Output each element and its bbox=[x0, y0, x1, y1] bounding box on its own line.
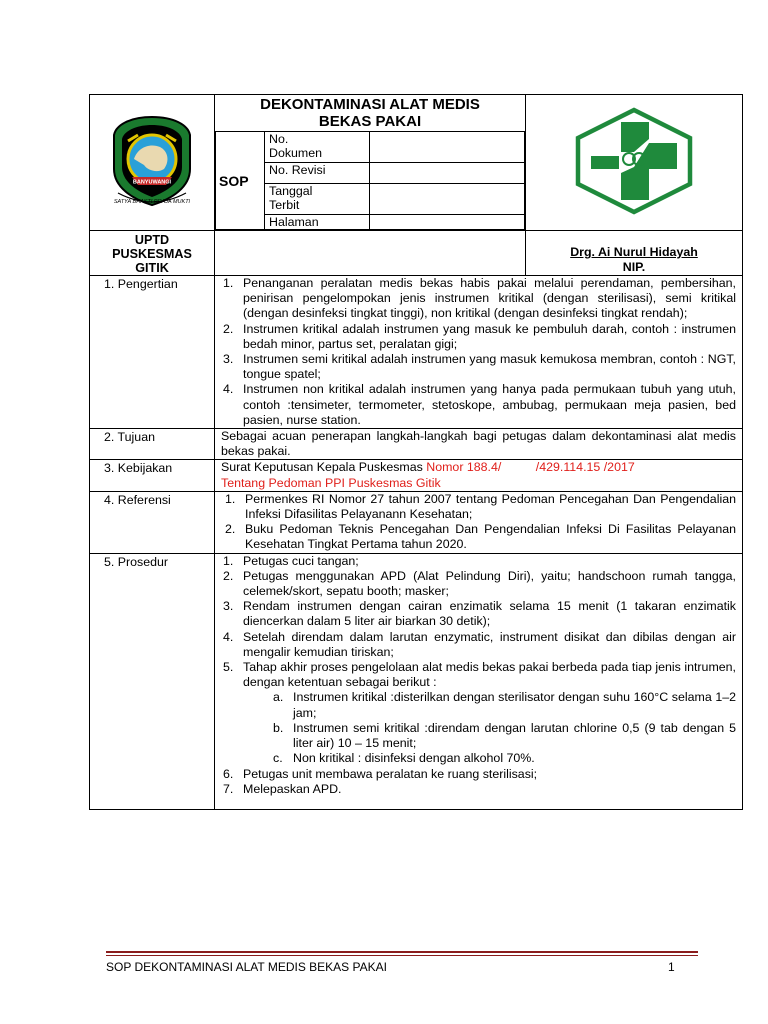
prosedur-item bbox=[221, 554, 736, 569]
list-item-text: Instrumen kritikal adalah instrumen yang masuk ke pembuluh darah, contoh : instrumen bedah minor, partus set, peralatan gigi; bbox=[243, 321, 736, 351]
referensi-item bbox=[223, 522, 736, 552]
pengertian-item bbox=[221, 322, 736, 352]
list-item-number: 1. bbox=[225, 491, 236, 506]
footer-rule bbox=[106, 951, 698, 953]
title-line-1: DEKONTAMINASI ALAT MEDIS bbox=[260, 96, 480, 113]
list-item-text: Melepaskan APD. bbox=[243, 781, 342, 796]
no-revisi-label: No. Revisi bbox=[265, 163, 370, 184]
list-item-number: 2. bbox=[223, 321, 234, 336]
prosedur-item bbox=[221, 767, 736, 782]
prosedur-item bbox=[221, 660, 736, 690]
empty-middle-cell bbox=[215, 231, 526, 276]
kebijakan-text: Surat Keputusan Kepala Puskesmas bbox=[221, 460, 427, 475]
prosedur-item bbox=[221, 569, 736, 599]
list-item-number: 5. bbox=[223, 660, 234, 675]
list-item-number: c. bbox=[273, 751, 283, 766]
organization-name: UPTD PUSKESMAS GITIK bbox=[90, 231, 215, 276]
list-item-text: Permenkes RI Nomor 27 tahun 2007 tentang Pedoman Pencegahan Dan Pengendalian Infeksi Difasilitas Pelayanann Kesehatan; bbox=[245, 491, 736, 522]
list-item-text: Penanganan peralatan medis bekas habis pakai melalui perendaman, pembersihan, penirisan pengelompokan jenis instrumen kritikal (dengan sterilisasi), semi kritikal (dengan desinfeksi tingkat tinggi), non kritikal (dengan desinfeksi tingkat rendah); bbox=[243, 276, 736, 321]
prosedur-item bbox=[221, 782, 736, 797]
list-item-number: 3. bbox=[223, 352, 234, 367]
list-item-number: a. bbox=[273, 690, 284, 705]
prosedur-subitem bbox=[221, 690, 736, 720]
puskesmas-logo-icon bbox=[571, 107, 697, 215]
list-item-text: Buku Pedoman Teknis Pencegahan Dan Pengendalian Infeksi Di Fasilitas Pelayanan Kesehatan Tingkat Pertama tahun 2020. bbox=[245, 522, 736, 552]
list-item-number: 6. bbox=[223, 766, 234, 781]
list-item-number: 2. bbox=[223, 568, 234, 583]
list-item-number: 7. bbox=[223, 781, 234, 796]
pengertian-list bbox=[221, 276, 736, 428]
section-label-tujuan: 2. Tujuan bbox=[90, 429, 215, 460]
list-item-number: b. bbox=[273, 720, 284, 735]
svg-text:SATYA BHAKTI PRAJA MUKTI: SATYA BHAKTI PRAJA MUKTI bbox=[113, 199, 191, 205]
list-item-number: 1. bbox=[223, 553, 234, 568]
section-label-kebijakan: 3. Kebijakan bbox=[90, 460, 215, 491]
list-item-text: Petugas cuci tangan; bbox=[243, 553, 359, 568]
section-label-prosedur: 5. Prosedur bbox=[90, 553, 215, 809]
section-content-prosedur bbox=[215, 553, 743, 809]
list-item-number: 4. bbox=[223, 629, 234, 644]
title-line-2: BEKAS PAKAI bbox=[318, 113, 422, 130]
sop-label: SOP bbox=[216, 132, 265, 230]
prosedur-item bbox=[221, 630, 736, 660]
section-content-pengertian bbox=[215, 276, 743, 429]
halaman-label: Halaman bbox=[265, 215, 370, 230]
referensi-item bbox=[223, 492, 736, 522]
prosedur-subitem bbox=[221, 751, 736, 766]
kebijakan-nomor: Nomor 188.4/ /429.114.15 /2017 bbox=[426, 460, 635, 475]
section-content-referensi bbox=[215, 491, 743, 553]
kebijakan-tentang: Tentang Pedoman PPI Puskesmas Gitik bbox=[221, 475, 441, 490]
puskesmas-logo-cell bbox=[526, 95, 743, 231]
pengertian-item bbox=[221, 352, 736, 382]
pengertian-item bbox=[221, 276, 736, 322]
prosedur-list-after bbox=[221, 767, 736, 797]
prosedur-list bbox=[221, 554, 736, 691]
list-item-text: Rendam instrumen dengan cairan enzimatik selama 15 menit (1 takaran enzimatik diencerkan dalam 5 liter air biarkan 30 detik); bbox=[243, 599, 736, 629]
section-label-referensi: 4. Referensi bbox=[90, 491, 215, 553]
footer-rule-thin bbox=[106, 955, 698, 956]
svg-text:BANYUWANGI: BANYUWANGI bbox=[132, 179, 172, 186]
tanggal-terbit-label: Tanggal Terbit bbox=[265, 184, 370, 215]
list-item-text: Tahap akhir proses pengelolaan alat medis bekas pakai berbeda pada tiap jenis intrumen, dengan ketentuan sebagai berikut : bbox=[243, 660, 736, 690]
list-item-number: 4. bbox=[223, 382, 234, 397]
list-item-number: 1. bbox=[223, 276, 234, 290]
no-revisi-value bbox=[370, 163, 525, 184]
list-item-text: Instrumen non kritikal adalah instrumen yang hanya pada permukaan tubuh yang utuh, contoh :tensimeter, termometer, stetoskope, ambubag, permukaan meja pasien, bed pasien, nurse station. bbox=[243, 382, 736, 427]
list-item-text: Instrumen semi kritikal adalah instrumen yang masuk kemukosa membran, contoh : NGT, tongue spatel; bbox=[243, 352, 736, 382]
list-item-text: Instrumen kritikal :disterilkan dengan sterilisator dengan suhu 160°C selama 1–2 jam; bbox=[293, 690, 736, 720]
document-title bbox=[215, 95, 525, 131]
prosedur-item bbox=[221, 599, 736, 629]
signature-block bbox=[526, 231, 743, 276]
no-dokumen-label: No. Dokumen bbox=[265, 132, 370, 163]
list-item-number: 3. bbox=[223, 599, 234, 614]
section-content-tujuan: Sebagai acuan penerapan langkah-langkah bagi petugas dalam dekontaminasi alat medis bekas pakai. bbox=[215, 429, 743, 460]
list-item-number: 2. bbox=[225, 522, 236, 537]
referensi-list bbox=[221, 492, 736, 553]
list-item-text: Instrumen semi kritikal :direndam dengan larutan chlorine 0,5 (9 tab dengan 5 liter air) 10 – 15 menit; bbox=[293, 720, 736, 751]
prosedur-sublist bbox=[221, 690, 736, 766]
document-meta-table bbox=[215, 131, 525, 230]
list-item-text: Non kritikal : disinfeksi dengan alkohol 70%. bbox=[293, 751, 535, 766]
halaman-value bbox=[370, 215, 525, 230]
footer-title: SOP DEKONTAMINASI ALAT MEDIS BEKAS PAKAI bbox=[106, 960, 387, 974]
sop-table bbox=[89, 94, 743, 810]
signer-nip: NIP. bbox=[622, 260, 646, 274]
tanggal-terbit-value bbox=[370, 184, 525, 215]
section-content-kebijakan bbox=[215, 460, 743, 491]
pengertian-item bbox=[221, 382, 736, 428]
document-header-cell bbox=[215, 95, 526, 231]
banyuwangi-logo-icon bbox=[104, 113, 200, 209]
no-dokumen-value bbox=[370, 132, 525, 163]
prosedur-subitem bbox=[221, 721, 736, 751]
signer-name: Drg. Ai Nurul Hidayah bbox=[570, 245, 698, 259]
section-label-pengertian: 1. Pengertian bbox=[90, 276, 215, 429]
page-number: 1 bbox=[668, 960, 675, 974]
regency-logo-cell bbox=[90, 95, 215, 231]
list-item-text: Setelah direndam dalam larutan enzymatic, instrument disikat dan dibilas dengan air mengalir kemudian tiriskan; bbox=[243, 629, 736, 659]
list-item-text: Petugas menggunakan APD (Alat Pelindung Diri), yaitu; handschoon rumah tangga, celemek/skort, sepatu booth; masker; bbox=[243, 568, 736, 599]
list-item-text: Petugas unit membawa peralatan ke ruang sterilisasi; bbox=[243, 766, 538, 781]
